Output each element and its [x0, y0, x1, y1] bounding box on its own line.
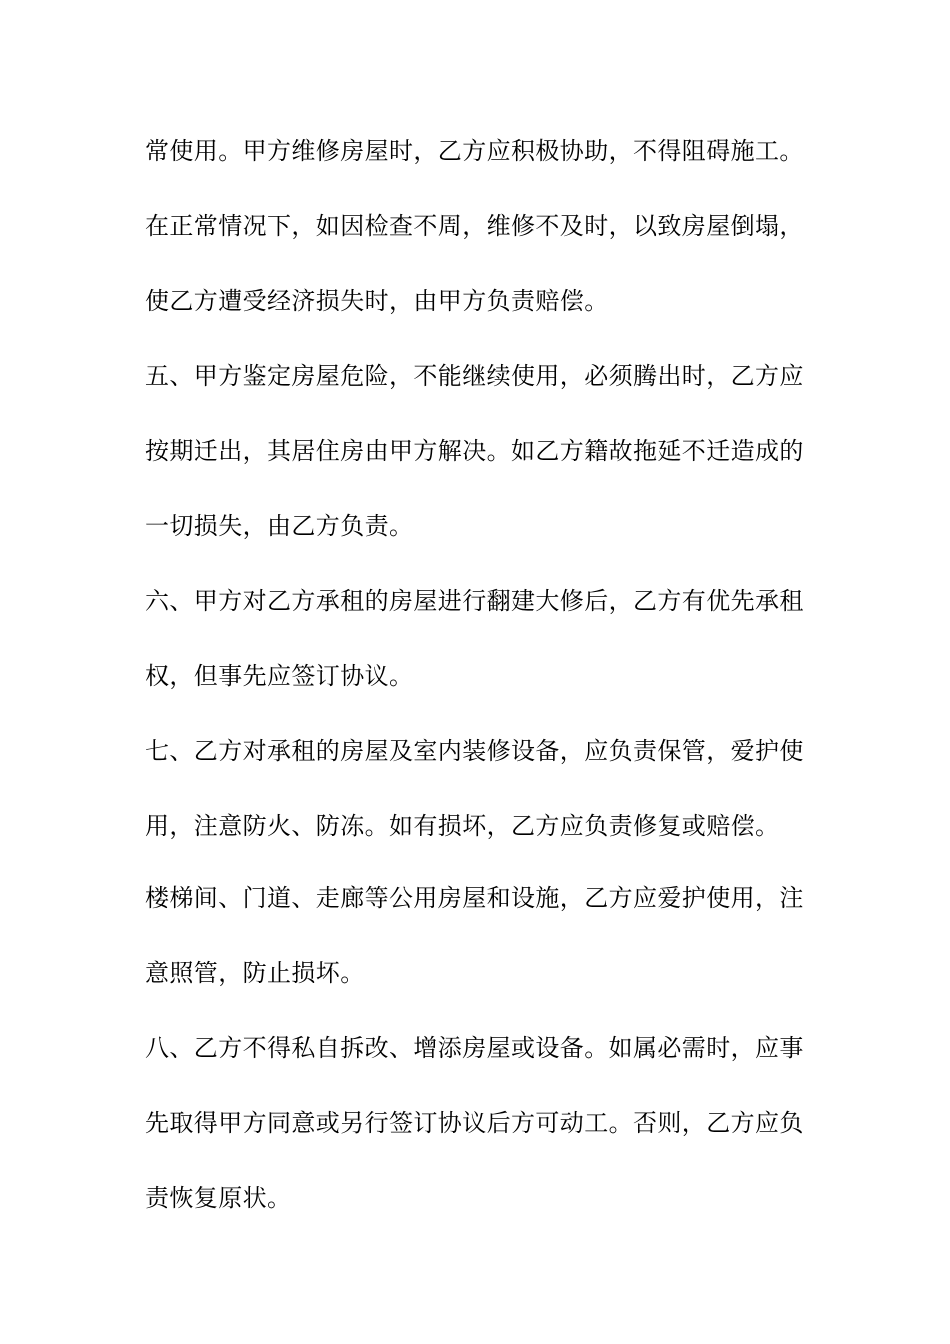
text-line: 意照管，防止损坏。	[145, 959, 365, 987]
text-line: 五、甲方鉴定房屋危险，不能继续使用，必须腾出时，乙方应	[145, 362, 804, 390]
text-line: 七、乙方对承租的房屋及室内装修设备，应负责保管，爱护使	[145, 737, 804, 765]
text-line: 常使用。甲方维修房屋时，乙方应积极协助，不得阻碍施工。	[145, 137, 804, 165]
text-line: 一切损失，由乙方负责。	[145, 512, 414, 540]
text-line: 八、乙方不得私自拆改、增添房屋或设备。如属必需时，应事	[145, 1034, 804, 1062]
text-line: 权，但事先应签订协议。	[145, 662, 414, 690]
text-line: 责恢复原状。	[145, 1184, 292, 1212]
text-line: 六、甲方对乙方承租的房屋进行翻建大修后，乙方有优先承租	[145, 587, 804, 615]
text-line: 使乙方遭受经济损失时，由甲方负责赔偿。	[145, 287, 609, 315]
text-line: 在正常情况下，如因检查不周，维修不及时，以致房屋倒塌，	[145, 212, 804, 240]
text-line: 按期迁出，其居住房由甲方解决。如乙方籍故拖延不迁造成的	[145, 437, 804, 465]
text-line: 先取得甲方同意或另行签订协议后方可动工。否则，乙方应负	[145, 1109, 804, 1137]
text-line: 用，注意防火、防冻。如有损坏，乙方应负责修复或赔偿。	[145, 812, 780, 840]
text-line: 楼梯间、门道、走廊等公用房屋和设施，乙方应爱护使用，注	[145, 884, 804, 912]
